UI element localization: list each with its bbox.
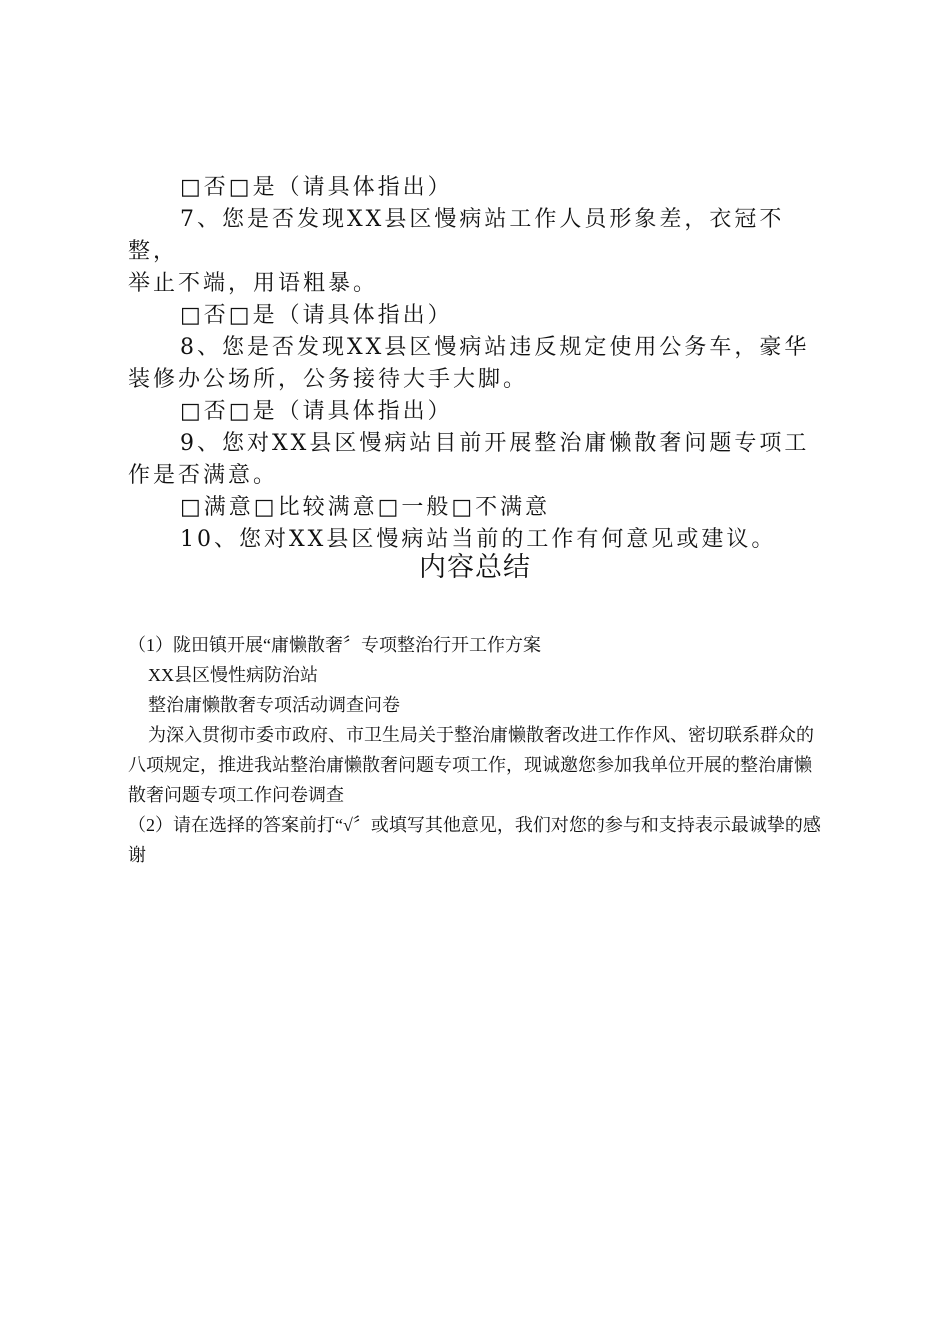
- question-7-continued: 举止不端，用语粗暴。: [128, 271, 379, 296]
- question-9: 9、您对XX县区慢病站目前开展整治庸懒散奢问题专项工: [180, 431, 810, 456]
- questionnaire-title: 整治庸懒散奢专项活动调查问卷: [148, 695, 400, 715]
- answer-options-q9: □满意□比较满意□一般□不满意: [180, 495, 551, 520]
- summary-item-2: （2）请在选择的答案前打“√〞或填写其他意见，我们对您的参与和支持表示最诚挚的感谢: [128, 815, 821, 865]
- question-8: 8、您是否发现XX县区慢病站违反规定使用公务车，豪华: [180, 335, 810, 360]
- question-7: 7、您是否发现XX县区慢病站工作人员形象差，衣冠不整，: [128, 207, 785, 264]
- answer-options-q8: □否□是（请具体指出）: [180, 399, 453, 424]
- summary-title: 内容总结: [419, 552, 531, 583]
- answer-options-q6: □否□是（请具体指出）: [180, 175, 453, 200]
- summary-body: [128, 630, 828, 870]
- summary-intro-paragraph: 为深入贯彻市委市政府、市卫生局关于整治庸懒散奢改进工作作风、密切联系群众的八项规定，推进我站整治庸懒散奢问题专项工作，现诚邀您参加我单位开展的整治庸懒散奢问题专项工作问卷调查: [128, 725, 814, 805]
- summary-item-1: （1）陇田镇开展“庸懒散奢〞专项整治行开工作方案: [128, 635, 541, 655]
- organization-name: XX县区慢性病防治站: [148, 665, 318, 685]
- question-10: 10、您对XX县区慢病站当前的工作有何意见或建议。: [180, 527, 777, 552]
- question-9-continued: 作是否满意。: [128, 463, 279, 488]
- answer-options-q7: □否□是（请具体指出）: [180, 303, 453, 328]
- survey-questions: [128, 172, 828, 556]
- question-8-continued: 装修办公场所，公务接待大手大脚。: [128, 367, 529, 392]
